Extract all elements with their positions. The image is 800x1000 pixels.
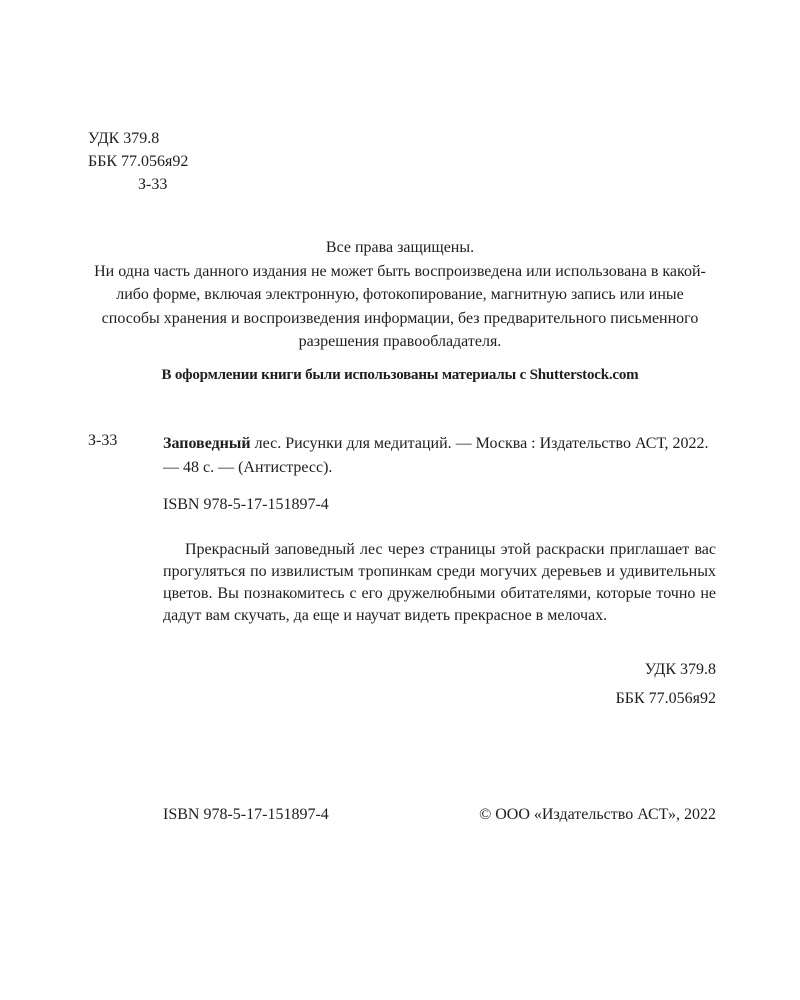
copyright-notice: © ООО «Издательство АСТ», 2022 (479, 806, 716, 823)
rights-text: Ни одна часть данного издания не может быть воспроизведена или использована в какой-либо форме, включая электронную, фотокопирование, магнитную запись или иные способы хранения и воспроизведения информации, без предварительного письменного разрешения правообладателя. (94, 262, 706, 350)
book-annotation: Прекрасный заповедный лес через страницы этой раскраски приглашает вас прогуляться по извилистым тропинкам среди могучих деревьев и удивительных цветов. Вы познакомитесь с его дружелюбными обитателями, которые точно не дадут вам скучать, да еще и научат видеть прекрасное в мелочах. (163, 541, 716, 624)
isbn-footer: ISBN 978-5-17-151897-4 (163, 806, 329, 823)
image-credit: В оформлении книги были использованы материалы с Shutterstock.com (161, 367, 639, 383)
bibliography-code: З-33 (88, 432, 118, 449)
classification-codes-right (616, 655, 716, 713)
isbn-record: ISBN 978-5-17-151897-4 (163, 496, 329, 513)
udc-code-right: УДК 379.8 (644, 661, 716, 678)
bbk-code-right: ББК 77.056я92 (615, 690, 716, 707)
bibliographic-record (163, 432, 719, 479)
author-code: З-33 (138, 176, 168, 193)
bbk-code: ББК 77.056я92 (88, 153, 189, 170)
bibliographic-details: лес. Рисунки для медитаций. — Москва : Издательство АСТ, 2022. — 48 с. — (Антистресс). (163, 435, 709, 476)
book-title: Заповедный (163, 435, 251, 452)
rights-heading: Все права защищены. (325, 239, 475, 256)
classification-block (88, 127, 188, 196)
rights-notice (90, 236, 710, 354)
udc-code: УДК 379.8 (88, 130, 160, 147)
